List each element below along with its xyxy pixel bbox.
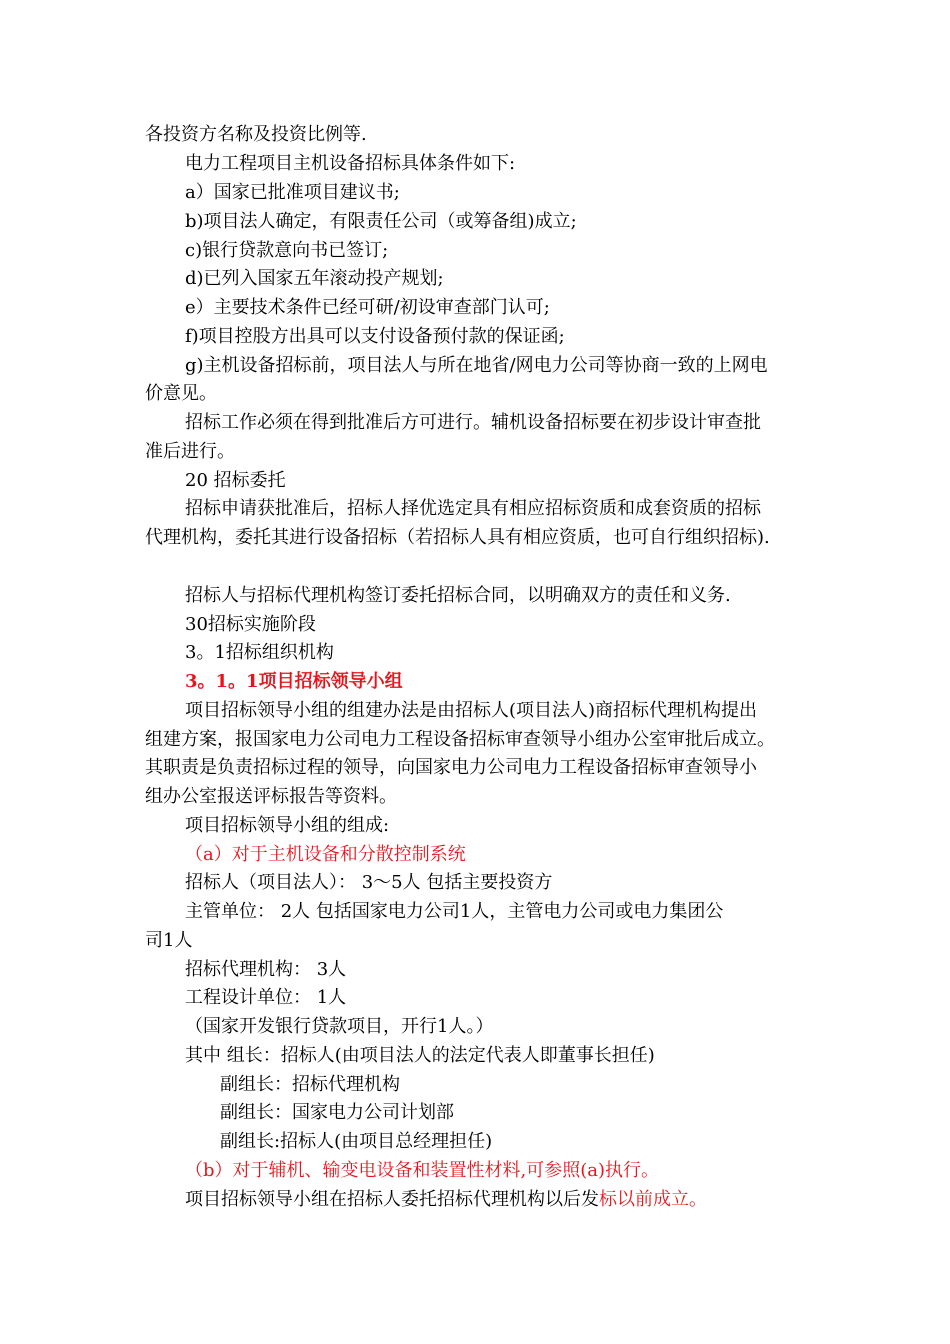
list-heading-a: （a）对于主机设备和分散控制系统 — [185, 844, 466, 865]
text-line: 副组长：招标代理机构 — [220, 1074, 400, 1095]
text-line: 招标申请获批准后，招标人择优选定具有相应招标资质和成套资质的招标 — [185, 498, 761, 519]
text-line: a）国家已批准项目建议书; — [185, 182, 400, 203]
text-line: g)主机设备招标前，项目法人与所在地省/网电力公司等协商一致的上网电 — [185, 355, 768, 376]
text-line: 组建方案，报国家电力公司电力工程设备招标审查领导小组办公室审批后成立。 — [145, 729, 775, 750]
text-segment: 项目招标领导小组在招标人委托招标代理机构以后发 — [185, 1189, 599, 1210]
text-line: c)银行贷款意向书已签订; — [185, 240, 389, 261]
text-line — [185, 1189, 707, 1211]
text-line: 其职责是负责招标过程的领导，向国家电力公司电力工程设备招标审查领导小 — [145, 757, 757, 778]
section-heading: 20 招标委托 — [185, 470, 286, 491]
text-line: 招标人（项目法人）： 3～5人 包括主要投资方 — [185, 872, 553, 893]
text-line: 司1人 — [145, 930, 193, 951]
text-line: 工程设计单位： 1人 — [185, 987, 347, 1008]
text-line: 价意见。 — [145, 383, 217, 404]
text-line: b)项目法人确定，有限责任公司（或筹备组)成立; — [185, 211, 577, 232]
text-line: 准后进行。 — [145, 441, 235, 462]
text-line: 招标人与招标代理机构签订委托招标合同，以明确双方的责任和义务. — [185, 585, 731, 606]
text-line: 代理机构，委托其进行设备招标（若招标人具有相应资质，也可自行组织招标). — [145, 527, 770, 548]
section-heading: 30招标实施阶段 — [185, 614, 316, 635]
text-line: 各投资方名称及投资比例等. — [145, 124, 367, 145]
text-line: 主管单位： 2人 包括国家电力公司1人，主管电力公司或电力集团公 — [185, 901, 724, 922]
list-heading-b: （b）对于辅机、输变电设备和装置性材料,可参照(a)执行。 — [185, 1160, 660, 1181]
text-line: 招标工作必须在得到批准后方可进行。辅机设备招标要在初步设计审查批 — [185, 412, 761, 433]
highlighted-segment: 标以前成立。 — [599, 1189, 707, 1210]
text-line: f)项目控股方出具可以支付设备预付款的保证函; — [185, 326, 565, 347]
text-line: 其中 组长：招标人(由项目法人的法定代表人即董事长担任) — [185, 1045, 655, 1066]
text-line: 项目招标领导小组的组成: — [185, 815, 390, 836]
text-line: 副组长:招标人(由项目总经理担任) — [220, 1131, 493, 1152]
text-line: 招标代理机构： 3人 — [185, 959, 347, 980]
text-line: 项目招标领导小组的组建办法是由招标人(项目法人)商招标代理机构提出 — [185, 700, 758, 721]
text-line: 组办公室报送评标报告等资料。 — [145, 786, 397, 807]
text-line: （国家开发银行贷款项目，开行1人。） — [185, 1016, 494, 1037]
text-line: 电力工程项目主机设备招标具体条件如下: — [185, 153, 516, 174]
text-line: d)已列入国家五年滚动投产规划; — [185, 268, 444, 289]
subsection-heading: 3。1。1项目招标领导小组 — [185, 671, 403, 692]
text-line: 副组长：国家电力公司计划部 — [220, 1102, 454, 1123]
section-heading: 3。1招标组织机构 — [185, 642, 334, 663]
text-line: e）主要技术条件已经可研/初设审查部门认可; — [185, 297, 550, 318]
